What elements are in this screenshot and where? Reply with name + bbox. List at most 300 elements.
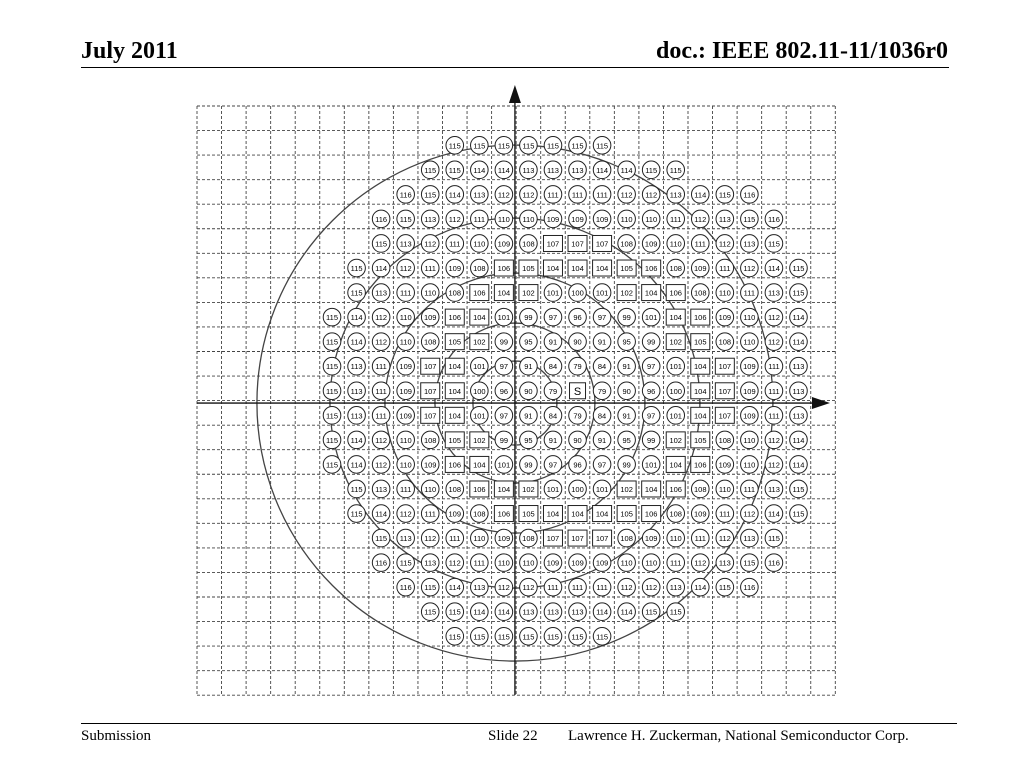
header-date: July 2011 — [81, 38, 178, 64]
circle-cell — [790, 456, 808, 474]
circle-cell — [667, 505, 685, 523]
circle-cell — [716, 554, 734, 572]
cell-value: 115 — [473, 632, 486, 642]
cell-value: 105 — [448, 435, 462, 445]
circle-cell — [397, 578, 415, 596]
circle-cell — [741, 578, 759, 596]
cell-value: 84 — [597, 362, 607, 372]
cell-value: 90 — [573, 435, 582, 445]
cell-value: 115 — [350, 288, 363, 298]
circle-cell — [741, 480, 759, 498]
circle-cell — [348, 333, 366, 351]
circle-cell — [618, 554, 636, 572]
cell-value: 96 — [573, 313, 582, 323]
cell-value: 105 — [522, 264, 535, 274]
cell-value: 99 — [499, 337, 509, 347]
circle-cell — [421, 480, 439, 498]
circle-cell — [716, 505, 734, 523]
cell-value: 108 — [522, 534, 535, 544]
cell-value: 95 — [524, 337, 533, 347]
source-marker — [570, 383, 586, 399]
cell-value: 110 — [473, 534, 486, 544]
cell-value: 112 — [375, 435, 388, 445]
cell-value: 115 — [424, 583, 437, 593]
circle-cell — [421, 431, 439, 449]
cell-value: 109 — [399, 386, 412, 396]
circle-cell — [520, 627, 538, 645]
circle-cell — [618, 603, 636, 621]
cell-value: 115 — [546, 141, 559, 151]
cell-value: 111 — [424, 509, 436, 519]
circle-cell — [667, 407, 685, 425]
cell-value: 114 — [596, 165, 609, 175]
square-cell — [593, 506, 612, 522]
circle-cell — [446, 284, 464, 302]
cell-value: 108 — [423, 435, 437, 445]
cell-value: 116 — [743, 583, 756, 593]
cell-value: 113 — [375, 288, 388, 298]
circle-cell — [421, 505, 439, 523]
cell-value: 108 — [669, 509, 682, 519]
circle-cell — [716, 456, 734, 474]
square-cell — [715, 358, 734, 374]
circle-cell — [471, 505, 489, 523]
circle-cell — [348, 456, 366, 474]
circle-cell — [372, 259, 390, 277]
cell-value: 97 — [548, 313, 558, 323]
cell-value: 105 — [620, 264, 633, 274]
circle-cell — [520, 456, 538, 474]
square-cell — [666, 432, 685, 448]
cell-value: 84 — [548, 362, 558, 372]
square-cell — [691, 432, 710, 448]
cell-value: 97 — [499, 362, 509, 372]
cell-value: 115 — [350, 484, 363, 494]
cell-value: 109 — [743, 362, 756, 372]
circle-cell — [520, 186, 538, 204]
circle-cell — [495, 357, 513, 375]
circle-cell — [520, 578, 538, 596]
cell-value: 112 — [694, 558, 707, 568]
circle-cell — [790, 382, 808, 400]
circle-cell — [716, 480, 734, 498]
cell-value: 112 — [399, 509, 412, 519]
cell-value: 109 — [423, 460, 437, 470]
circle-cell — [520, 603, 538, 621]
cell-value: 102 — [620, 484, 633, 494]
circle-cell — [495, 431, 513, 449]
circle-cell — [618, 357, 636, 375]
cell-value: 109 — [448, 264, 462, 274]
circle-cell — [691, 505, 709, 523]
circle-cell — [765, 554, 783, 572]
cell-value: 116 — [743, 190, 756, 200]
cell-value: 115 — [718, 190, 731, 200]
cell-value: 115 — [326, 386, 339, 396]
cell-value: 110 — [399, 313, 412, 323]
cell-value: 111 — [547, 583, 559, 593]
circle-cell — [520, 357, 538, 375]
circle-cell — [495, 161, 513, 179]
cell-value: 106 — [448, 313, 462, 323]
cell-value: 101 — [473, 411, 486, 421]
cell-value: 106 — [448, 460, 462, 470]
cell-value: 113 — [571, 607, 584, 617]
circle-cell — [642, 603, 660, 621]
cell-value: 111 — [719, 509, 731, 519]
cell-value: 91 — [524, 411, 533, 421]
square-cell — [691, 358, 710, 374]
circle-cell — [667, 603, 685, 621]
circle-cell — [716, 578, 734, 596]
axes — [197, 85, 830, 695]
cell-value: 110 — [718, 484, 731, 494]
circle-cell — [593, 357, 611, 375]
circle-cell — [790, 480, 808, 498]
circle-cell — [421, 554, 439, 572]
cell-value: 99 — [622, 460, 631, 470]
cell-value: 104 — [694, 362, 707, 372]
cell-value: 109 — [546, 214, 560, 224]
cell-value: 112 — [645, 190, 658, 200]
circle-cell — [348, 431, 366, 449]
circle-cell — [495, 235, 513, 253]
circle-cell — [642, 161, 660, 179]
circle-cell — [642, 554, 660, 572]
cell-value: 107 — [571, 239, 584, 249]
circle-cell — [471, 407, 489, 425]
cell-value: 108 — [620, 239, 633, 249]
cell-value: 115 — [350, 264, 363, 274]
cell-value: 114 — [792, 337, 805, 347]
circle-cell — [495, 136, 513, 154]
cell-value: 110 — [620, 558, 633, 568]
cell-value: 112 — [694, 214, 707, 224]
cell-value: 112 — [645, 583, 658, 593]
circle-cell — [495, 210, 513, 228]
cell-value: 91 — [548, 435, 558, 445]
cell-value: 116 — [375, 558, 388, 568]
cell-value: 106 — [473, 484, 486, 494]
circle-cell — [397, 529, 415, 547]
cell-value: 104 — [546, 509, 560, 519]
circle-cell — [323, 357, 341, 375]
cell-value: 109 — [423, 313, 437, 323]
cell-value: 106 — [644, 509, 658, 519]
circle-cell — [765, 284, 783, 302]
cell-value: 112 — [767, 435, 780, 445]
circle-cell — [397, 407, 415, 425]
circle-cell — [642, 357, 660, 375]
cell-value: 108 — [473, 509, 486, 519]
cell-value: 107 — [718, 386, 732, 396]
circle-cell — [593, 186, 611, 204]
circle-cell — [397, 333, 415, 351]
square-cell — [494, 260, 513, 276]
circle-cell — [741, 529, 759, 547]
cell-value: 116 — [399, 190, 412, 200]
circle-cell — [716, 235, 734, 253]
cell-value: 115 — [792, 509, 805, 519]
cell-value: 112 — [620, 190, 633, 200]
circle-cell — [348, 407, 366, 425]
footer-submission: Submission — [81, 728, 152, 744]
cell-value: 110 — [669, 239, 682, 249]
cell-value: 114 — [767, 264, 780, 274]
circle-cell — [446, 578, 464, 596]
circle-cell — [765, 333, 783, 351]
cell-value: 113 — [669, 583, 682, 593]
circle-cell — [348, 357, 366, 375]
cell-value: 90 — [622, 386, 631, 396]
cell-value: 108 — [423, 337, 437, 347]
cell-value: 113 — [743, 239, 756, 249]
cell-value: 113 — [792, 411, 805, 421]
circle-cell — [544, 578, 562, 596]
cell-value: 105 — [620, 509, 633, 519]
cell-value: 112 — [522, 583, 535, 593]
cell-value: 109 — [743, 411, 756, 421]
circle-cell — [765, 529, 783, 547]
cell-value: 107 — [718, 362, 732, 372]
circle-cell — [765, 308, 783, 326]
cell-value: 97 — [647, 362, 656, 372]
circle-cell — [544, 627, 562, 645]
circle-cell — [372, 235, 390, 253]
cell-value: 112 — [399, 264, 412, 274]
square-cell — [470, 334, 489, 350]
cell-value: 111 — [768, 386, 780, 396]
circle-cell — [471, 136, 489, 154]
circle-cell — [741, 505, 759, 523]
square-cell — [568, 506, 587, 522]
cell-value: 110 — [743, 313, 756, 323]
cell-value: 104 — [669, 460, 682, 470]
circle-cell — [593, 407, 611, 425]
cell-value: 115 — [424, 607, 437, 617]
circle-cell — [618, 456, 636, 474]
circle-cell — [691, 259, 709, 277]
cell-value: 110 — [743, 460, 756, 470]
cell-value: 99 — [647, 337, 656, 347]
cell-value: 101 — [497, 460, 511, 470]
cell-value: 109 — [743, 386, 756, 396]
circle-cell — [397, 554, 415, 572]
cell-value: 112 — [767, 337, 780, 347]
cell-value: 112 — [522, 190, 535, 200]
circle-cell — [765, 505, 783, 523]
cell-value: 109 — [497, 534, 511, 544]
square-cell — [445, 334, 464, 350]
circle-cell — [741, 186, 759, 204]
circle-cell — [642, 308, 660, 326]
cell-value: 111 — [449, 534, 461, 544]
cell-value: 113 — [522, 165, 535, 175]
circle-cell — [421, 578, 439, 596]
cell-value: 115 — [792, 288, 805, 298]
square-cell — [568, 530, 587, 546]
cell-value: 104 — [571, 509, 584, 519]
cell-value: 115 — [596, 141, 609, 151]
cell-value: 107 — [718, 411, 732, 421]
cell-value: 107 — [546, 534, 560, 544]
cell-value: 111 — [768, 411, 780, 421]
circle-cell — [790, 505, 808, 523]
square-cell — [470, 432, 489, 448]
header-doc-id: doc.: IEEE 802.11-11/1036r0 — [655, 38, 948, 64]
cell-value: 108 — [694, 484, 707, 494]
square-cell — [642, 481, 661, 497]
cell-value: 114 — [497, 165, 510, 175]
cell-value: 100 — [571, 484, 584, 494]
cell-value: 104 — [473, 460, 486, 470]
cell-value: 114 — [375, 509, 388, 519]
cell-value: 115 — [645, 165, 658, 175]
cell-value: 115 — [571, 632, 584, 642]
cell-value: 104 — [473, 313, 486, 323]
circle-cell — [642, 333, 660, 351]
cell-value: 112 — [767, 313, 780, 323]
circle-cell — [471, 554, 489, 572]
circle-cell — [569, 357, 587, 375]
cell-value: 115 — [326, 411, 339, 421]
square-cell — [715, 383, 734, 399]
cell-value: 106 — [669, 484, 682, 494]
circle-cell — [495, 578, 513, 596]
square-cell — [445, 407, 464, 423]
cell-value: 108 — [473, 264, 486, 274]
cell-value: 110 — [743, 337, 756, 347]
cell-value: 114 — [473, 165, 486, 175]
circle-cell — [372, 431, 390, 449]
cell-value: 109 — [399, 362, 412, 372]
cell-value: 90 — [573, 337, 582, 347]
circle-cell — [471, 161, 489, 179]
circle-cell — [397, 210, 415, 228]
cell-value: 112 — [718, 239, 731, 249]
cell-value: 114 — [792, 460, 805, 470]
cell-value: 114 — [350, 460, 363, 470]
circle-cell — [520, 407, 538, 425]
cell-value: 109 — [571, 214, 584, 224]
cell-value: 109 — [694, 264, 707, 274]
cell-value: 102 — [473, 435, 486, 445]
source-label: S — [573, 385, 582, 398]
circle-cell — [642, 407, 660, 425]
cell-value: 111 — [670, 214, 682, 224]
circle-cell — [544, 210, 562, 228]
cell-value: 115 — [669, 165, 682, 175]
cell-value: 109 — [694, 509, 707, 519]
circle-cell — [667, 357, 685, 375]
cell-value: 104 — [694, 386, 707, 396]
circle-cell — [691, 480, 709, 498]
circle-cell — [642, 431, 660, 449]
cell-value: 102 — [522, 484, 535, 494]
circle-cell — [618, 431, 636, 449]
square-cell — [593, 530, 612, 546]
square-cell — [617, 481, 636, 497]
square-cell — [568, 235, 587, 251]
cell-value: 111 — [596, 583, 608, 593]
circle-cell — [667, 529, 685, 547]
cell-value: 113 — [350, 362, 363, 372]
circle-cell — [446, 627, 464, 645]
cell-value: 100 — [669, 386, 682, 396]
cell-value: 111 — [743, 484, 756, 494]
circle-cell — [495, 186, 513, 204]
circle-cell — [569, 407, 587, 425]
circle-cell — [618, 578, 636, 596]
circle-cell — [691, 578, 709, 596]
circle-cell — [471, 603, 489, 621]
cell-value: 115 — [473, 141, 486, 151]
cell-value: 111 — [596, 190, 608, 200]
circle-cell — [495, 333, 513, 351]
circle-cell — [765, 407, 783, 425]
square-cell — [691, 407, 710, 423]
circle-cell — [569, 431, 587, 449]
cell-value: 102 — [669, 435, 682, 445]
cell-value: 113 — [522, 607, 535, 617]
square-cell — [666, 334, 685, 350]
cell-value: 115 — [350, 509, 363, 519]
circle-cell — [741, 210, 759, 228]
cell-value: 113 — [571, 165, 584, 175]
circle-cell — [790, 308, 808, 326]
square-cell — [617, 506, 636, 522]
square-cell — [421, 358, 440, 374]
cell-value: 99 — [622, 313, 631, 323]
circle-cell — [323, 431, 341, 449]
square-cell — [642, 285, 661, 301]
circle-cell — [790, 333, 808, 351]
circle-cell — [569, 603, 587, 621]
cell-value: 112 — [743, 264, 756, 274]
circle-cell — [421, 210, 439, 228]
circle-cell — [790, 284, 808, 302]
circle-cell — [544, 357, 562, 375]
circle-cell — [593, 627, 611, 645]
cell-value: 114 — [620, 607, 633, 617]
circle-cell — [642, 456, 660, 474]
circle-cell — [471, 529, 489, 547]
cell-value: 113 — [375, 484, 388, 494]
circle-cell — [372, 382, 390, 400]
cell-value: 91 — [622, 362, 631, 372]
cell-value: 114 — [448, 583, 461, 593]
cell-value: 104 — [694, 411, 707, 421]
square-cell — [494, 481, 513, 497]
cell-value: 109 — [448, 509, 462, 519]
circle-cell — [471, 382, 489, 400]
cell-value: 108 — [448, 484, 462, 494]
circle-cell — [569, 554, 587, 572]
circle-cell — [520, 529, 538, 547]
cell-value: 112 — [448, 214, 461, 224]
circle-cell — [741, 554, 759, 572]
circle-cell — [691, 554, 709, 572]
cell-value: 107 — [423, 362, 437, 372]
circle-cell — [471, 259, 489, 277]
cell-value: 114 — [694, 190, 707, 200]
cell-value: 113 — [767, 288, 780, 298]
circle-cell — [446, 529, 464, 547]
circle-cell — [593, 603, 611, 621]
circle-cell — [495, 603, 513, 621]
cell-value: 109 — [595, 558, 609, 568]
cell-value: 115 — [596, 632, 609, 642]
